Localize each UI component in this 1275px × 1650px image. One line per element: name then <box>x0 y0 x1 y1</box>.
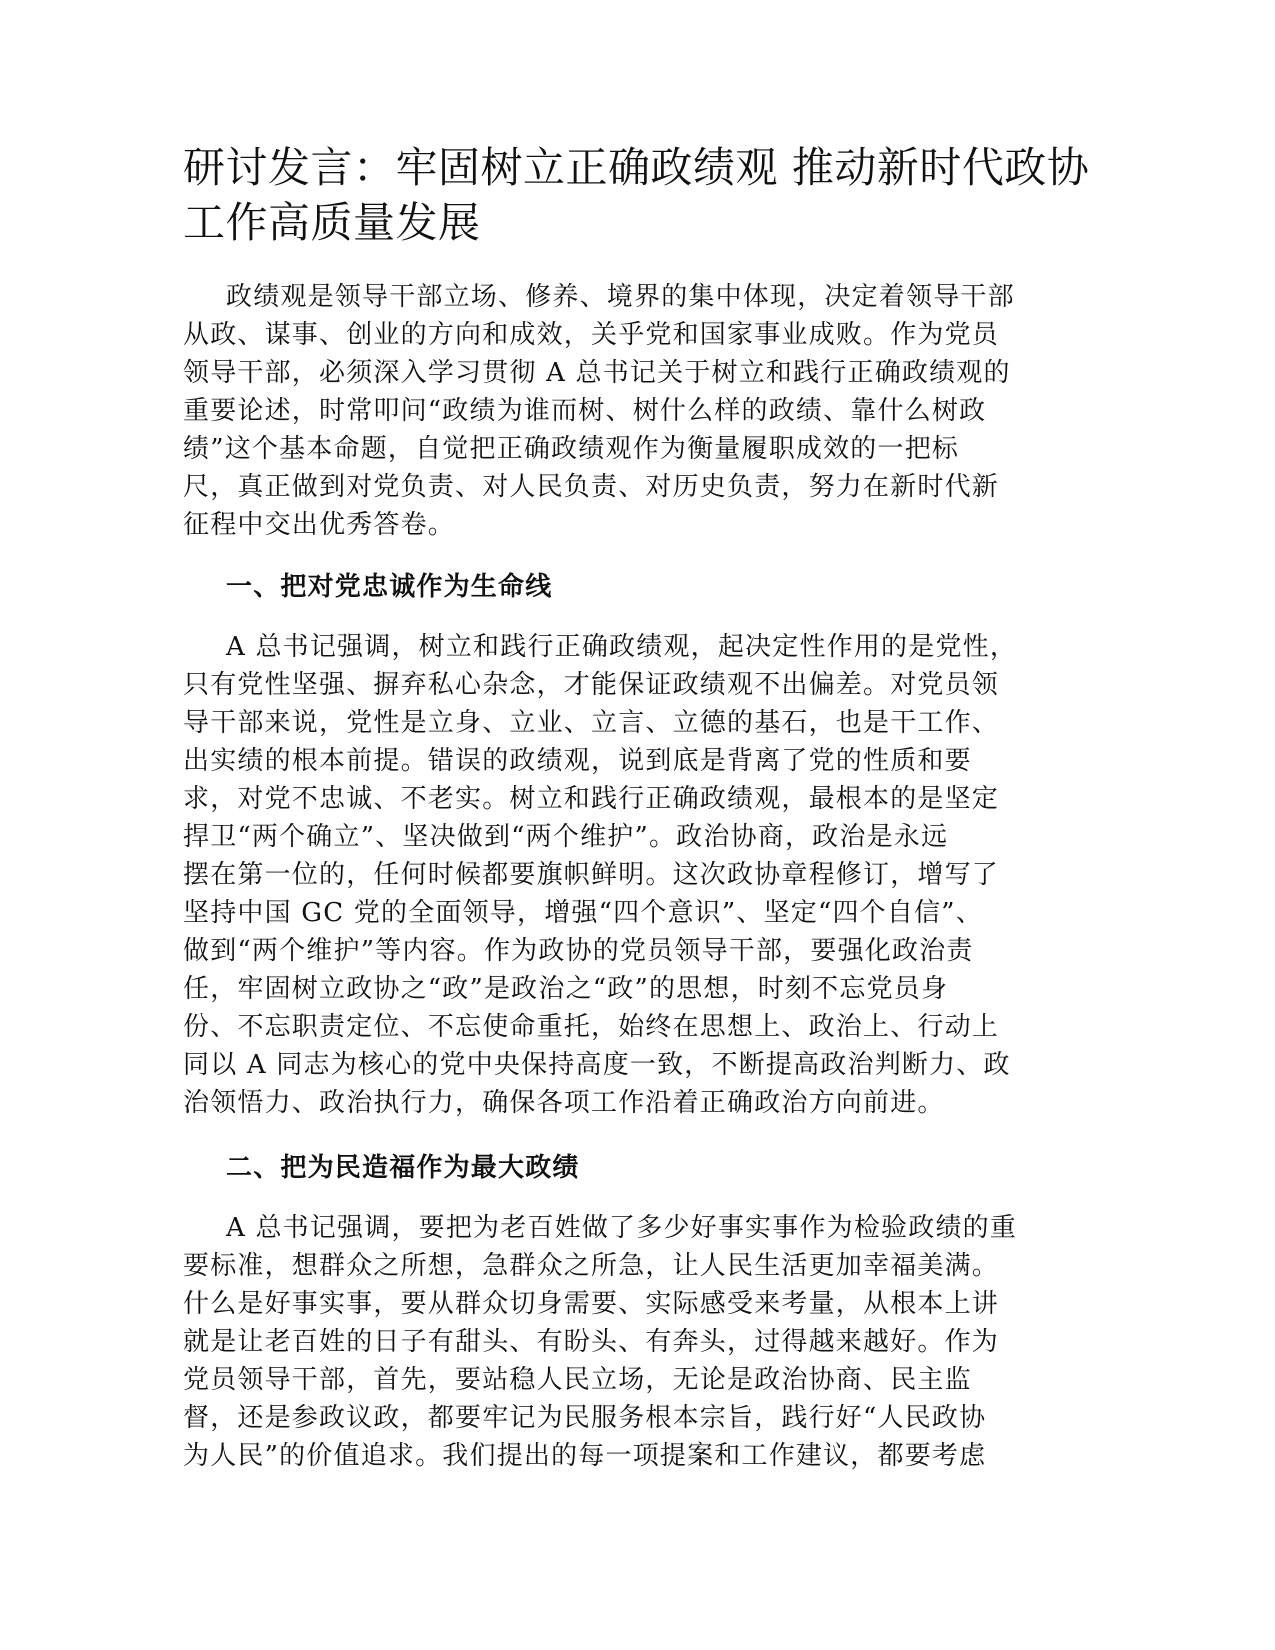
text-line: 任，牢固树立政协之“政”是政治之“政”的思想，时刻不忘党员身 <box>183 974 949 1004</box>
document-page <box>183 140 1090 1475</box>
text-line: A 总书记强调，要把为老百姓做了多少好事实事作为检验政绩的重 <box>226 1213 1018 1243</box>
text-line: 从政、谋事、创业的方向和成效，关乎党和国家事业成败。作为党员 <box>183 320 1000 350</box>
text-line: 为人民”的价值追求。我们提出的每一项提案和工作建议，都要考虑 <box>183 1441 987 1471</box>
text-line: 求，对党不忠诚、不老实。树立和践行正确政绩观，最根本的是坚定 <box>183 784 1000 814</box>
text-line: 要标准，想群众之所想，急群众之所急，让人民生活更加幸福美满。 <box>183 1251 1000 1281</box>
text-line: 做到“两个维护”等内容。作为政协的党员领导干部，要强化政治责 <box>183 936 974 966</box>
text-line: 同以 A 同志为核心的党中央保持高度一致，不断提高政治判断力、政 <box>183 1050 1011 1080</box>
section-heading-2: 二、把为民造福作为最大政绩 <box>226 1153 580 1183</box>
section-1-paragraph <box>183 628 1083 1122</box>
text-line: 党员领导干部，首先，要站稳人民立场，无论是政治协商、民主监 <box>183 1365 972 1395</box>
text-line: 政绩观是领导干部立场、修养、境界的集中体现，决定着领导干部 <box>226 282 1015 312</box>
title-line: 研讨发言：牢固树立正确政绩观 推动新时代政协 <box>183 143 1090 192</box>
text-line: 征程中交出优秀答卷。 <box>183 510 456 540</box>
intro-paragraph <box>183 278 1083 544</box>
text-line: 坚持中国 GC 党的全面领导，增强“四个意识”、坚定“四个自信”、 <box>183 898 983 928</box>
text-line: 督，还是参政议政，都要牢记为民服务根本宗旨，践行好“人民政协 <box>183 1403 987 1433</box>
text-line: 治领悟力、政治执行力，确保各项工作沿着正确政治方向前进。 <box>183 1088 945 1118</box>
text-line: 尺，真正做到对党负责、对人民负责、对历史负责，努力在新时代新 <box>183 472 1000 502</box>
text-line: 什么是好事实事，要从群众切身需要、实际感受来考量，从根本上讲 <box>183 1289 1000 1319</box>
text-line: 导干部来说，党性是立身、立业、立言、立德的基石，也是干工作、 <box>183 708 1000 738</box>
text-line: 只有党性坚强、摒弃私心杂念，才能保证政绩观不出偏差。对党员领 <box>183 670 1000 700</box>
section-heading-1: 一、把对党忠诚作为生命线 <box>226 572 553 602</box>
text-line: 捍卫“两个确立”、坚决做到“两个维护”。政治协商，政治是永远 <box>183 822 949 852</box>
text-line: 绩”这个基本命题，自觉把正确政绩观作为衡量履职成效的一把标 <box>183 434 960 464</box>
text-line: 摆在第一位的，任何时候都要旗帜鲜明。这次政协章程修订，增写了 <box>183 860 1000 890</box>
document-title <box>183 140 1090 250</box>
text-line: 重要论述，时常叩问“政绩为谁而树、树什么样的政绩、靠什么树政 <box>183 396 987 426</box>
text-line: 领导干部，必须深入学习贯彻 A 总书记关于树立和践行正确政绩观的 <box>183 358 1011 388</box>
title-line: 工作高质量发展 <box>183 198 481 247</box>
text-line: 出实绩的根本前提。错误的政绩观，说到底是背离了党的性质和要 <box>183 746 972 776</box>
text-line: A 总书记强调，树立和践行正确政绩观，起决定性作用的是党性， <box>226 632 1018 662</box>
text-line: 份、不忘职责定位、不忘使命重托，始终在思想上、政治上、行动上 <box>183 1012 1000 1042</box>
section-2-paragraph <box>183 1209 1083 1475</box>
text-line: 就是让老百姓的日子有甜头、有盼头、有奔头，过得越来越好。作为 <box>183 1327 1000 1357</box>
